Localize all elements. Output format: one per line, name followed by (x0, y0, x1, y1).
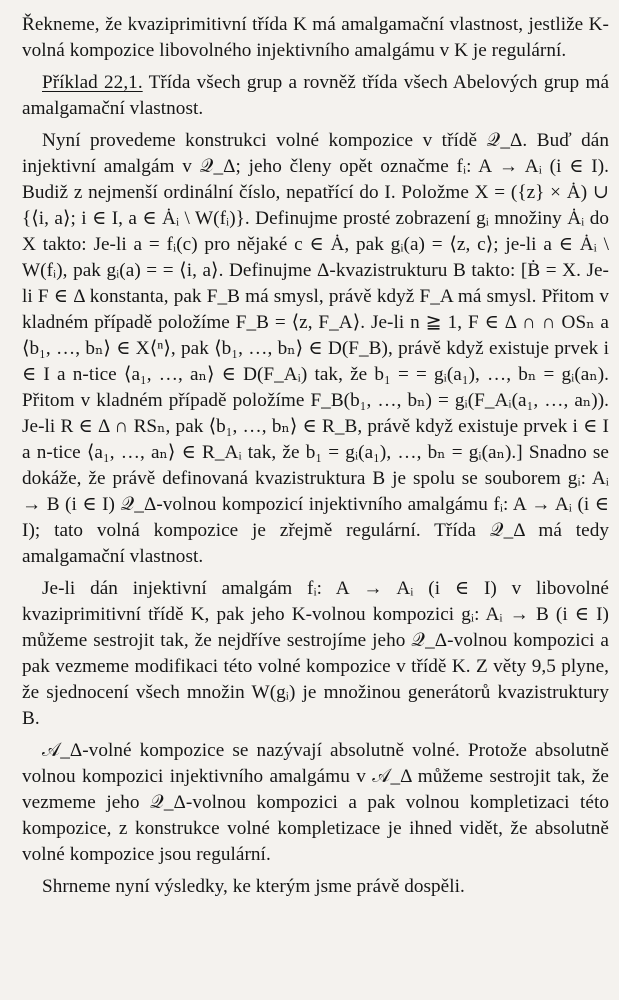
paragraph-example (22, 70, 609, 122)
example-label: Příklad 22,1. (42, 72, 143, 93)
paragraph-absolutely-free: 𝒜_Δ-volné kompozice se nazývají absolutně volné. Protože absolutně volnou kompozici injektivního amalgámu v 𝒜_Δ můžeme sestrojit tak, že vezmeme jeho 𝒬_Δ-volnou kompozici a pak volnou kompletizaci této kompozice, z konstrukce volné kompletizace je ihned vidět, že absolutně volné kompozice jsou regulární. (22, 740, 609, 865)
paragraph-k-free-composition: Je-li dán injektivní amalgám fᵢ: A → Aᵢ (i ∈ I) v libovolné kvaziprimitivní třídě K, pak jeho K-volnou kompozici gᵢ: Aᵢ → B (i ∈ I) můžeme sestrojit tak, že nejdříve sestrojíme jeho 𝒬_Δ-volnou kompozici a pak vezmeme modifikaci této volné kompozice v třídě K. Z věty 9,5 plyne, že sjednocení všech množin W(gᵢ) je množinou generátorů kvazistruktury B. (22, 578, 609, 729)
paragraph-summary: Shrneme nyní výsledky, ke kterým jsme právě dospěli. (42, 876, 465, 897)
example-text: Třída všech grup a rovněž třída všech Abelových grup má amalgamační vlastnost. (22, 72, 610, 119)
paragraph-free-composition-construction: Nyní provedeme konstrukci volné kompozice v třídě 𝒬_Δ. Buď dán injektivní amalgám v 𝒬_Δ; jeho členy opět označme fᵢ: A → Aᵢ (i ∈ I). Budiž z nejmenší ordinální číslo, nepatřící do I. Položme X = ({z} × Ȧ) ∪ {⟨i, a⟩; i ∈ I, a ∈ Ȧᵢ \ W(fᵢ)}. Definujme prosté zobrazení gᵢ množiny Ȧᵢ do X takto: Je-li a = fᵢ(c) pro nějaké c ∈ Ȧ, pak gᵢ(a) = ⟨z, c⟩; je-li a ∈ Ȧᵢ \ W(fᵢ), pak gᵢ(a) = = ⟨i, a⟩. Definujme Δ-kvazistrukturu B takto: [Ḃ = X. Je-li F ∈ Δ konstanta, pak F_B má smysl, právě když F_A má smysl. Přitom v kladném případě položíme F_B = ⟨z, F_A⟩. Je-li n ≧ 1, F ∈ Δ ∩ ∩ OSₙ a ⟨b₁, …, bₙ⟩ ∈ X⟨ⁿ⟩, pak ⟨b₁, …, bₙ⟩ ∈ D(F_B), právě když existuje prvek i ∈ I a n-tice ⟨a₁, …, aₙ⟩ ∈ D(F_Aᵢ) tak, že b₁ = = gᵢ(a₁), …, bₙ = gᵢ(aₙ). Přitom v kladném případě položíme F_B(b₁, …, bₙ) = gᵢ(F_Aᵢ(a₁, …, aₙ)). Je-li R ∈ Δ ∩ RSₙ, pak ⟨b₁, …, bₙ⟩ ∈ R_B, právě když existuje prvek i ∈ I a n-tice ⟨a₁, …, aₙ⟩ ∈ R_Aᵢ tak, že b₁ = gᵢ(a₁), …, bₙ = gᵢ(aₙ).] Snadno se dokáže, že právě definovaná kvazistruktura B je spolu se souborem gᵢ: Aᵢ → B (i ∈ I) 𝒬_Δ-volnou kompozicí injektivního amalgámu fᵢ: A → Aᵢ (i ∈ I); tato volná kompozice je zřejmě regulární. Třída 𝒬_Δ má tedy amalgamační vlastnost. (22, 130, 609, 567)
paragraph-amalgamation-definition: Řekneme, že kvaziprimitivní třída K má amalgamační vlastnost, jestliže K-volná kompozice libovolného injektivního amalgámu v K je regulární. (22, 14, 609, 61)
